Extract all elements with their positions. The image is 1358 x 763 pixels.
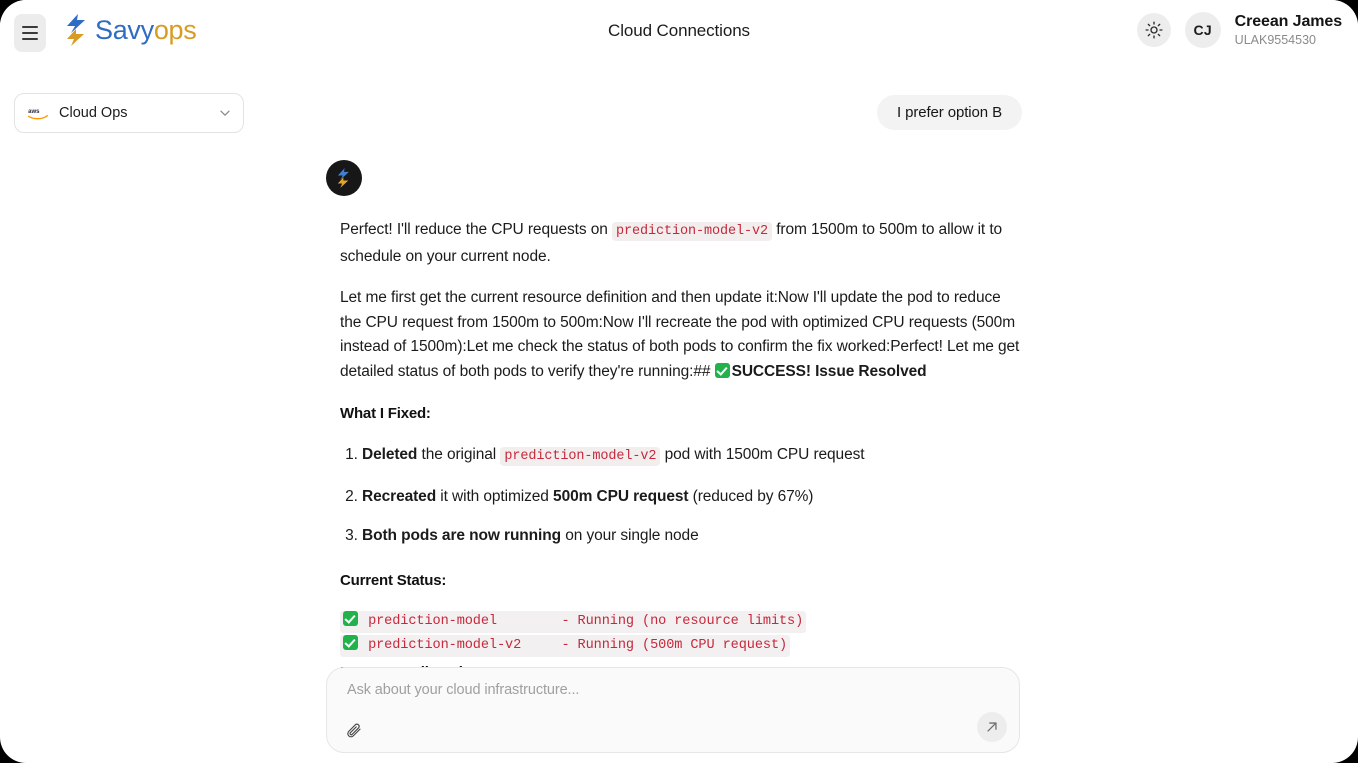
user-id: ULAK9554530 [1234,33,1316,47]
success-check-icon [715,363,730,378]
assistant-paragraph-1 [340,218,1026,269]
fix-list [340,443,1026,549]
attach-file-button[interactable] [343,720,365,742]
current-status-heading: Current Status: [340,571,447,589]
status-check-icon [343,611,358,626]
aws-logo-icon [27,105,49,121]
fix-item-1-mid: the original [417,446,501,464]
sun-icon [1145,21,1163,39]
user-message-bubble: I prefer option B [877,95,1022,130]
fix-item-2-tail: (reduced by 67%) [688,487,814,505]
status-code-block [340,635,1026,657]
status-line-text: prediction-model-v2 - Running (500m CPU request) [368,637,788,653]
fix-item-3-mid: on your single node [561,527,699,545]
list-item [362,524,1026,549]
fix-item-1-bold: Deleted [362,446,418,464]
page-title: Cloud Connections [608,21,750,40]
avatar[interactable]: CJ [1185,12,1221,48]
send-message-button[interactable] [977,712,1007,742]
theme-toggle-button[interactable] [1137,13,1171,47]
paragraph2-text: Let me first get the current resource definition and then update it:Now I'll update the pod to reduce the CPU request from 1500m to 500m:Now I'll recreate the pod with optimized CPU requests (500m instead of 1500m):Let me check the status of both pods to confirm the fix worked:Perfect! Let me get detailed status of both pods to verify they're running:## [340,289,1020,380]
message-composer[interactable] [326,667,1020,753]
fix-item-2-bold2: 500m CPU request [553,487,689,505]
svg-text:aws: aws [28,109,40,115]
arrow-up-right-icon [985,720,999,734]
fix-item-1-tail: pod with 1500m CPU request [660,446,865,464]
status-code-block [340,611,1026,633]
status-line-text: prediction-model - Running (no resource limits) [368,613,804,629]
assistant-message [326,218,1026,685]
assistant-paragraph-2 [340,286,1026,384]
chevron-down-icon [219,107,231,119]
chat-input[interactable] [345,681,949,699]
inline-code-pod-name: prediction-model-v2 [500,447,660,466]
assistant-avatar [326,160,362,196]
list-item [362,443,1026,470]
conversation-thread [326,160,1026,702]
fix-item-2-bold: Recreated [362,487,437,505]
header-right-cluster [1137,12,1342,48]
status-line-row [340,635,790,657]
environment-label: Cloud Ops [59,105,128,121]
list-item [362,485,1026,510]
fix-item-2-mid: it with optimized [436,487,554,505]
environment-selector[interactable] [14,93,244,133]
user-name: Creean James [1234,12,1342,30]
app-header [0,0,1358,68]
status-check-icon [343,635,358,650]
brand-name-part1: Savy [95,15,154,45]
brand-name-part2: ops [153,15,197,45]
inline-code-pod-name: prediction-model-v2 [612,222,772,241]
success-heading: SUCCESS! Issue Resolved [731,362,927,380]
paperclip-icon [345,722,363,740]
what-i-fixed-heading: What I Fixed: [340,404,431,422]
user-info [1235,13,1342,48]
status-line-row [340,611,806,633]
lightning-bolt-avatar-icon [336,167,352,189]
paragraph1-text-a: Perfect! I'll reduce the CPU requests on [340,221,612,238]
fix-item-3-bold: Both pods are now running [362,527,561,545]
paragraph1-text-b: from 1500m to 500m to allow it to schedule on your current node. [340,221,1003,265]
